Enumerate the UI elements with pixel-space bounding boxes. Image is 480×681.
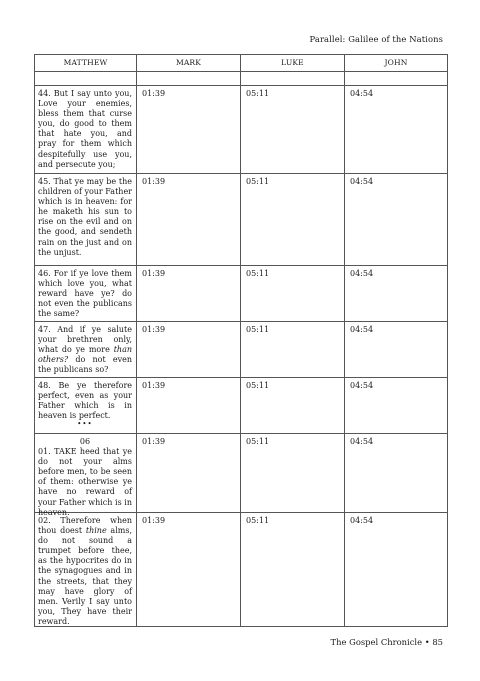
table-header-row [34, 55, 448, 72]
matthew-verse: 06 01. TAKE heed that ye do not your alms before men, to be seen of them: otherwise ye have no reward of your Father which is in heaven. [34, 434, 137, 512]
mark-reference: 01:39 [137, 322, 241, 377]
matthew-verse: 46. For if ye love them which love you, what reward have ye? do not even the publicans the same? [34, 266, 137, 321]
chapter-number: 06 [79, 437, 91, 446]
matthew-verse: 45. That ye may be the children of your Father which is in heaven: for he maketh his sun to rise on the evil and on the good, and sendeth rain on the just and on the unjust. [34, 174, 137, 265]
john-reference: 04:54 [345, 174, 448, 265]
luke-reference: 05:11 [241, 174, 345, 265]
john-reference: 04:54 [345, 378, 448, 433]
mark-reference: 01:39 [137, 174, 241, 265]
section-end-marker: ••• [77, 420, 93, 429]
italic-phrase: than others? [38, 345, 132, 365]
matthew-verse: 02. Therefore when thou doest thine alms, do not sound a trumpet before thee, as the hypocrites do in the synagogues and in the streets, that they may have glory of men. Verily I say unto you, They have their reward. [34, 513, 137, 626]
matthew-verse: 48. Be ye therefore perfect, even as your Father which is in heaven is perfect. ••• [34, 378, 137, 433]
john-reference: 04:54 [345, 434, 448, 512]
john-reference: 04:54 [345, 513, 448, 626]
page-footer: The Gospel Chronicle • 85 [330, 637, 443, 647]
table-row [34, 513, 448, 627]
table-row [34, 266, 448, 322]
john-reference: 04:54 [345, 86, 448, 173]
mark-reference: 01:39 [137, 513, 241, 626]
running-head: Parallel: Galilee of the Nations [309, 34, 443, 44]
table-row [34, 322, 448, 378]
table-row [34, 174, 448, 266]
parallel-table [34, 54, 448, 627]
table-row [34, 434, 448, 517]
luke-reference: 05:11 [241, 322, 345, 377]
luke-reference: 05:11 [241, 86, 345, 173]
table-row [34, 378, 448, 434]
column-header-mark: MARK [137, 55, 241, 71]
john-reference: 04:54 [345, 322, 448, 377]
matthew-verse: 47. And if ye salute your brethren only, what do ye more than others? do not even the publicans so? [34, 322, 137, 377]
mark-reference: 01:39 [137, 434, 241, 512]
column-header-matthew: MATTHEW [34, 55, 137, 71]
mark-reference: 01:39 [137, 378, 241, 433]
luke-reference: 05:11 [241, 378, 345, 433]
italic-word: thine [85, 526, 107, 536]
luke-reference: 05:11 [241, 266, 345, 321]
mark-reference: 01:39 [137, 266, 241, 321]
matthew-verse: 44. But I say unto you, Love your enemies, bless them that curse you, do good to them that hate you, and pray for them which despitefully use you, and persecute you; [34, 86, 137, 173]
mark-reference: 01:39 [137, 86, 241, 173]
column-header-luke: LUKE [241, 55, 345, 71]
luke-reference: 05:11 [241, 513, 345, 626]
spacer-row [34, 72, 448, 86]
table-row [34, 86, 448, 174]
column-header-john: JOHN [345, 55, 448, 71]
john-reference: 04:54 [345, 266, 448, 321]
luke-reference: 05:11 [241, 434, 345, 512]
